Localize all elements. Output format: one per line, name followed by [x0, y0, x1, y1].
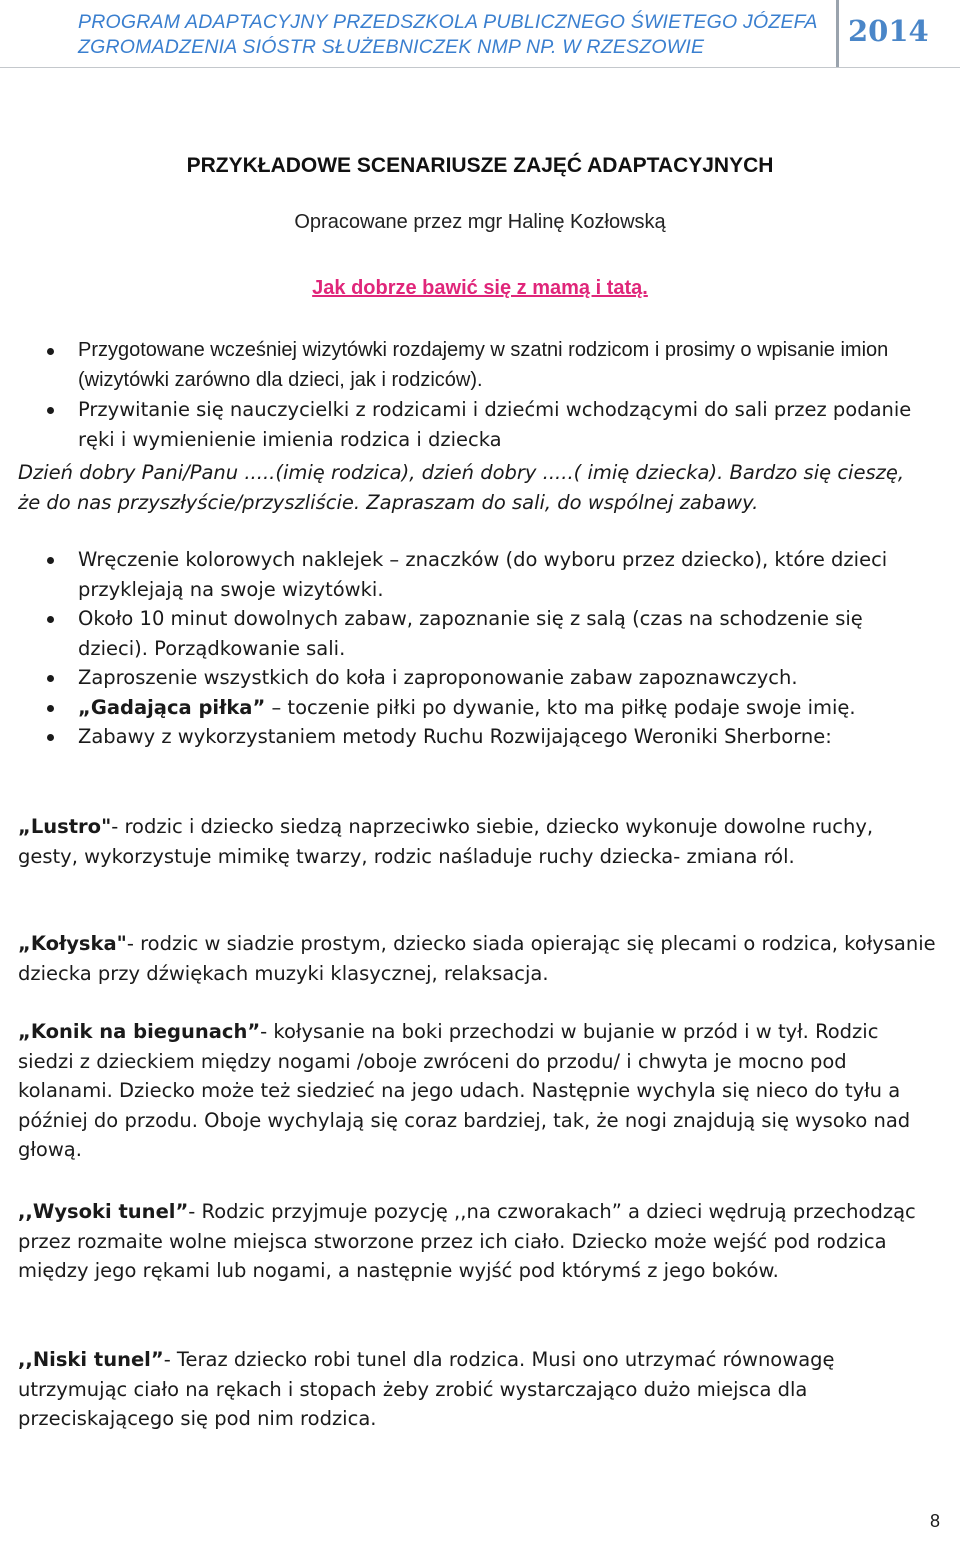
- bullet-icon: [47, 557, 54, 564]
- page-header: [0, 0, 960, 68]
- bullet-icon: [47, 616, 54, 623]
- game-name: „Konik na biegunach”: [18, 1020, 261, 1043]
- page-number: 8: [930, 1511, 941, 1531]
- bullet-icon: [47, 348, 54, 355]
- bullet-icon: [47, 705, 54, 712]
- list-item: [0, 604, 960, 663]
- game-paragraph: [18, 1345, 938, 1434]
- header-title: [78, 10, 830, 60]
- list-item-text: Przygotowane wcześniej wizytówki rozdajemy w szatni rodzicom i prosimy o wpisanie imion (wizytówki zarówno dla dzieci, jak i rodziców).: [78, 339, 889, 391]
- bullet-icon: [47, 675, 54, 682]
- header-line-2: ZGROMADZENIA SIÓSTR SŁUŻEBNICZEK NMP NP. W RZESZOWIE: [78, 36, 705, 58]
- game-description: - Teraz dziecko robi tunel dla rodzica. Musi ono utrzymać równowagę utrzymując ciało na rękach i stopach żeby zrobić wystarczająco dużo miejsca dla przeciskającego się pod nim rodzica.: [18, 1348, 835, 1430]
- header-rule: [0, 67, 960, 68]
- list-item: [0, 722, 960, 752]
- game-paragraph: [18, 929, 938, 988]
- game-name: „Kołyska": [18, 932, 127, 955]
- list-item-text: – toczenie piłki po dywanie, kto ma piłkę podaje swoje imię.: [265, 695, 856, 719]
- bullet-icon: [47, 734, 54, 741]
- game-description: - rodzic w siadzie prostym, dziecko siada opierając się plecami o rodzica, kołysanie dziecka przy dźwiękach muzyki klasycznej, relaksacja.: [18, 932, 936, 985]
- list-item-text: Około 10 minut dowolnych zabaw, zapoznanie się z salą (czas na schodzenie się dzieci). Porządkowanie sali.: [78, 607, 863, 660]
- list-item: [0, 545, 960, 604]
- list-item: [0, 693, 960, 723]
- list-item: [0, 395, 960, 454]
- game-paragraph: [18, 1197, 938, 1286]
- game-name: ,,Wysoki tunel”: [18, 1200, 189, 1223]
- list-item: [0, 663, 960, 693]
- list-item: [0, 336, 960, 395]
- greeting-text: Dzień dobry Pani/Panu .....(imię rodzica), dzień dobry .....( imię dziecka). Bardzo się cieszę, że do nas przyszłyście/przyszliście. Zapraszam do sali, do wspólnej zabawy.: [18, 461, 905, 514]
- list-item-text: Wręczenie kolorowych naklejek – znaczków (do wyboru przez dziecko), które dzieci przyklejają na swoje wizytówki.: [78, 548, 888, 601]
- game-description: - rodzic i dziecko siedzą naprzeciwko siebie, dziecko wykonuje dowolne ruchy, gesty, wykorzystuje mimikę twarzy, rodzic naśladuje ruchy dziecka- zmiana ról.: [18, 815, 874, 868]
- author-line: Opracowane przez mgr Halinę Kozłowską: [294, 211, 666, 233]
- bullet-list-bottom: [0, 545, 960, 752]
- game-paragraph: [18, 1017, 938, 1165]
- bullet-icon: [47, 407, 54, 414]
- list-item-text: Zabawy z wykorzystaniem metody Ruchu Rozwijającego Weroniki Sherborne:: [78, 725, 832, 748]
- game-name: ,,Niski tunel”: [18, 1348, 164, 1371]
- header-year: 2014: [848, 14, 929, 48]
- list-item-text: Zaproszenie wszystkich do koła i zaproponowanie zabaw zapoznawczych.: [78, 666, 798, 689]
- scenario-subtitle: Jak dobrze bawić się z mamą i tatą.: [312, 277, 648, 299]
- page-title: PRZYKŁADOWE SCENARIUSZE ZAJĘĆ ADAPTACYJNYCH: [186, 154, 774, 177]
- bullet-list-top: [0, 336, 960, 454]
- header-divider: [836, 0, 839, 68]
- header-line-1: PROGRAM ADAPTACYJNY PRZEDSZKOLA PUBLICZNEGO ŚWIETEGO JÓZEFA: [78, 11, 818, 33]
- game-description: - kołysanie na boki przechodzi w bujanie w przód i w tył. Rodzic siedzi z dzieckiem między nogami /oboje zwróceni do przodu/ i chwyta je mocno pod kolanami. Dziecko może też siedzieć na jego udach. Następnie wychyla się nieco do tyłu a później do przodu. Oboje wychylają się coraz bardziej, tak, że nogi znajdują się wysoko nad głową.: [18, 1020, 911, 1161]
- list-item-text: Przywitanie się nauczycielki z rodzicami i dziećmi wchodzącymi do sali przez podanie ręki i wymienienie imienia rodzica i dziecka: [78, 398, 912, 451]
- list-item-bold: „Gadająca piłka”: [78, 695, 266, 719]
- game-description: - Rodzic przyjmuje pozycję ,,na czworakach” a dzieci wędrują przechodząc przez rozmaite wolne miejsca stworzone przez ich ciało. Dziecko może wejść pod rodzica między jego rękami lub nogami, a następnie wyjść pod którymś z jego boków.: [18, 1200, 916, 1282]
- game-name: „Lustro": [18, 815, 112, 838]
- game-paragraph: [18, 812, 938, 871]
